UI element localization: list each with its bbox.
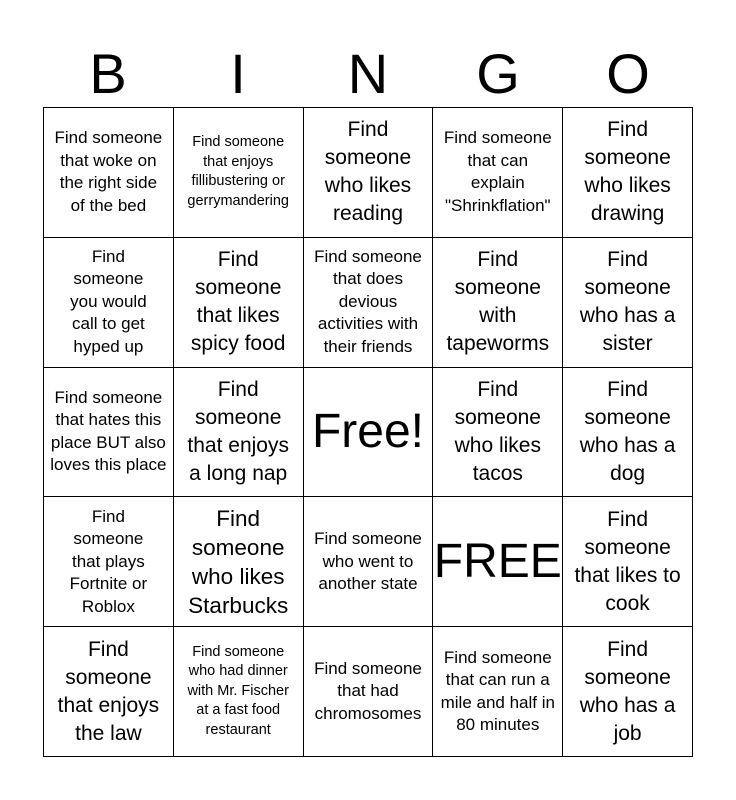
- cell-text: Find someone you would call to get hyped up: [70, 246, 147, 356]
- free-space-label: FREE: [433, 534, 562, 588]
- bingo-cell-r1c3[interactable]: [304, 108, 434, 238]
- cell-text: Find someone with tapeworms: [446, 248, 550, 356]
- bingo-cell-r2c4[interactable]: [433, 238, 563, 368]
- bingo-cell-r4c1[interactable]: [44, 497, 174, 627]
- bingo-header: [43, 40, 693, 108]
- cell-text: Find someone that enjoys a long nap: [187, 377, 289, 485]
- cell-text: Find someone that hates this place BUT also loves this place: [50, 387, 167, 475]
- cell-text: Find someone that had chromosomes: [314, 658, 422, 723]
- bingo-cell-r3c4[interactable]: [433, 368, 563, 498]
- bingo-cell-r1c2[interactable]: [174, 108, 304, 238]
- header-letter-n: N: [347, 42, 389, 105]
- cell-text: Find someone who went to another state: [314, 529, 422, 594]
- cell-text: Find someone that can run a mile and half in 80 minutes: [440, 647, 555, 735]
- bingo-cell-r3c5[interactable]: [563, 368, 693, 498]
- header-letter-g: G: [476, 42, 520, 105]
- header-letter-b: B: [89, 42, 127, 105]
- cell-text: Find someone that does devious activities with their friends: [314, 246, 422, 356]
- bingo-cell-r4c3[interactable]: [304, 497, 434, 627]
- bingo-cell-r5c1[interactable]: [44, 627, 174, 757]
- cell-text: Find someone who had dinner with Mr. Fischer at a fast food restaurant: [187, 643, 289, 738]
- bingo-cell-r1c4[interactable]: [433, 108, 563, 238]
- cell-text: Find someone that plays Fortnite or Roblox: [69, 506, 148, 616]
- free-space-label: Free!: [311, 404, 424, 458]
- bingo-cell-r3c1[interactable]: [44, 368, 174, 498]
- bingo-cell-r5c2[interactable]: [174, 627, 304, 757]
- cell-text: Find someone that can explain "Shrinkflation": [443, 128, 552, 215]
- bingo-cell-r4c2[interactable]: [174, 497, 304, 627]
- cell-text: Find someone who has a dog: [579, 377, 676, 485]
- bingo-cell-r2c1[interactable]: [44, 238, 174, 368]
- bingo-cell-r5c5[interactable]: [563, 627, 693, 757]
- header-letter-o: O: [606, 42, 650, 105]
- bingo-cell-r1c1[interactable]: [44, 108, 174, 238]
- bingo-cell-r1c5[interactable]: [563, 108, 693, 238]
- cell-text: Find someone who likes drawing: [584, 118, 671, 226]
- bingo-cell-r5c3[interactable]: [304, 627, 434, 757]
- cell-text: Find someone that enjoys fillibustering or gerrymandering: [187, 134, 289, 209]
- bingo-grid: [43, 107, 693, 757]
- header-letter-i: I: [230, 42, 246, 105]
- bingo-cell-r3c3-free[interactable]: [304, 368, 434, 498]
- cell-text: Find someone that likes to cook: [574, 507, 681, 615]
- bingo-cell-r4c5[interactable]: [563, 497, 693, 627]
- bingo-cell-r5c4[interactable]: [433, 627, 563, 757]
- cell-text: Find someone that likes spicy food: [190, 248, 286, 356]
- bingo-cell-r4c4-free[interactable]: [433, 497, 563, 627]
- cell-text: Find someone that woke on the right side of the bed: [54, 128, 163, 215]
- cell-text: Find someone who likes tacos: [454, 377, 541, 485]
- cell-text: Find someone who has a job: [579, 637, 676, 745]
- bingo-cell-r2c3[interactable]: [304, 238, 434, 368]
- bingo-cell-r2c5[interactable]: [563, 238, 693, 368]
- cell-text: Find someone that enjoys the law: [57, 637, 160, 745]
- cell-text: Find someone who has a sister: [579, 248, 676, 356]
- bingo-cell-r3c2[interactable]: [174, 368, 304, 498]
- cell-text: Find someone who likes Starbucks: [188, 505, 289, 618]
- bingo-cell-r2c2[interactable]: [174, 238, 304, 368]
- cell-text: Find someone who likes reading: [324, 118, 412, 226]
